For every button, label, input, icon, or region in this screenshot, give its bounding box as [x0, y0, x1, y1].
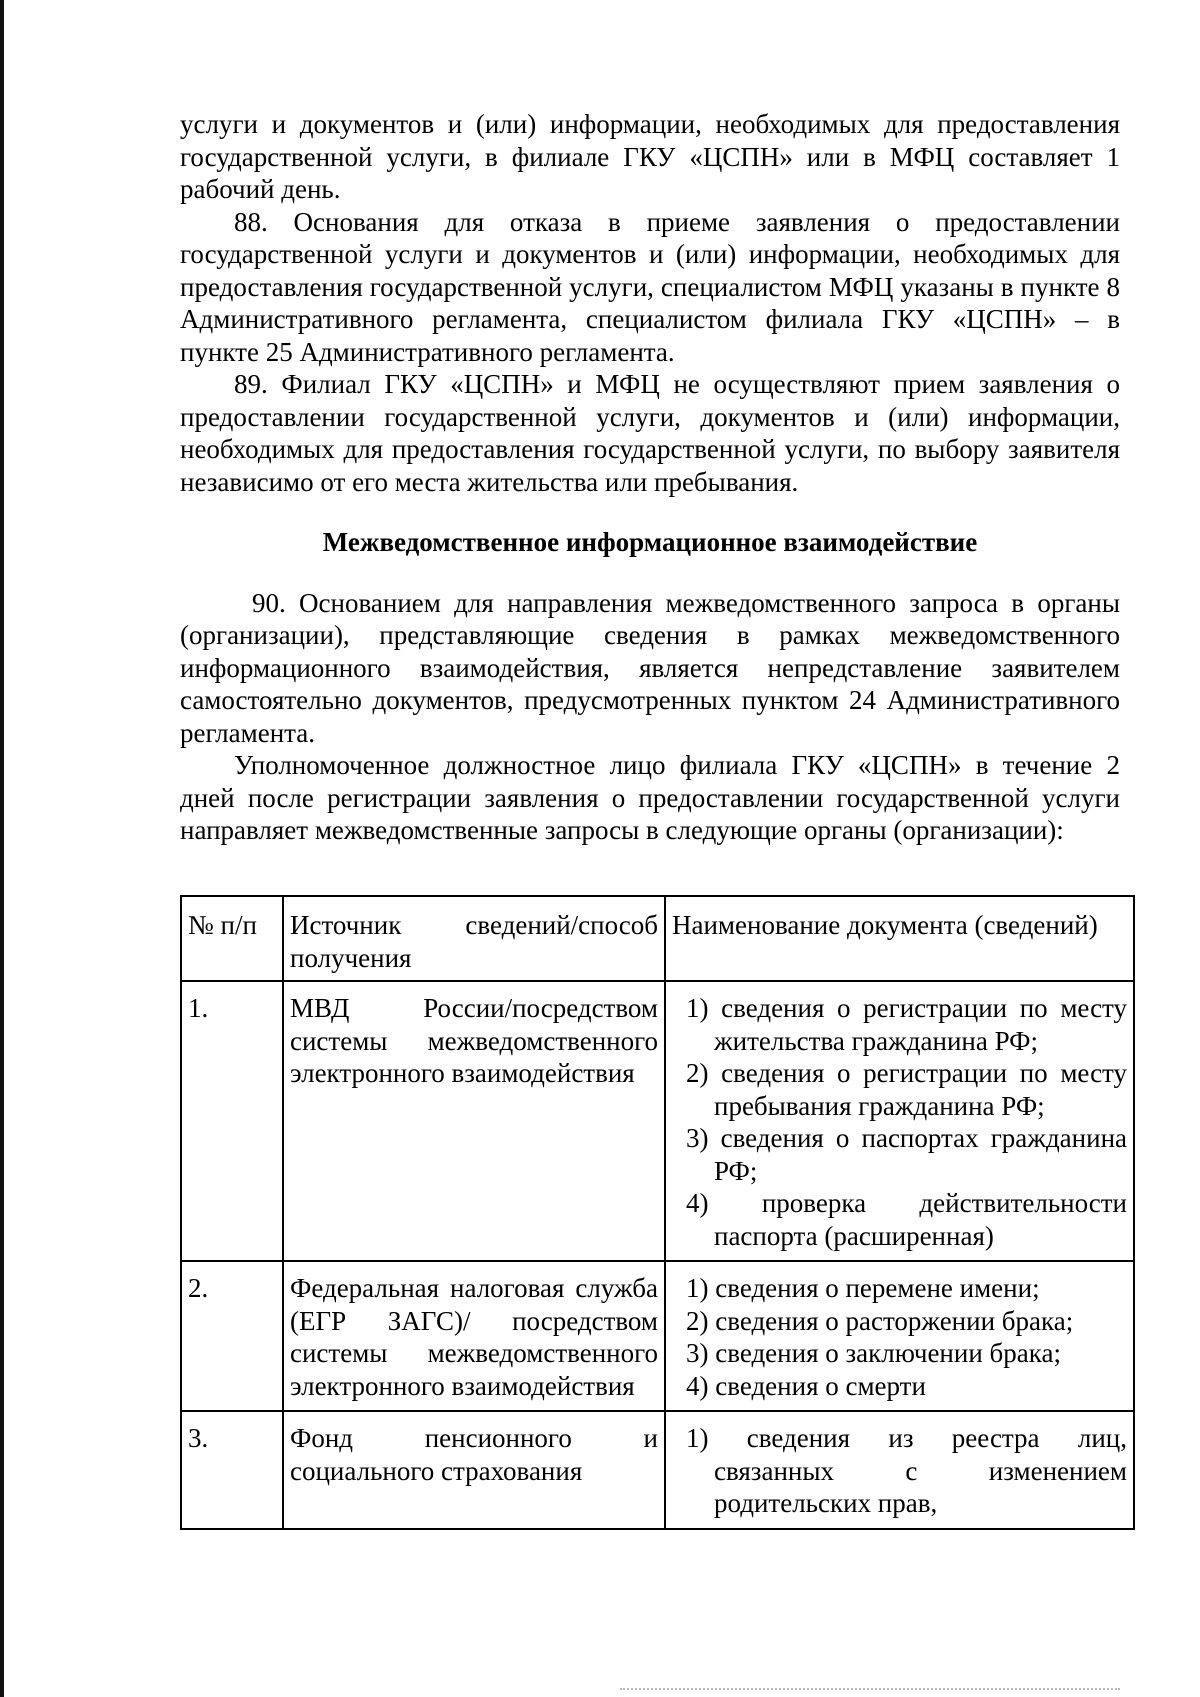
- paragraph-continuation: услуги и документов и (или) информации, необходимых для предоставления государственной услуги, в филиале ГКУ «ЦСПН» или в МФЦ составляет 1 рабочий день.: [180, 109, 1120, 204]
- list-item: 4) проверка действительности паспорта (расширенная): [686, 1188, 1127, 1251]
- row-documents: [665, 981, 1134, 1261]
- list-item: 4) сведения о смерти: [686, 1370, 926, 1401]
- list-item: 2) сведения о регистрации по месту пребывания гражданина РФ;: [686, 1058, 1127, 1121]
- header-number: № п/п: [181, 896, 283, 981]
- paragraph-88: 88. Основания для отказа в приеме заявления о предоставлении государственной услуги и документов и (или) информации, необходимых для предоставления государственной услуги, специалистом МФЦ указаны в пункте 8 Административного регламента, специалистом филиала ГКУ «ЦСПН» – в пункте 25 Административного регламента.: [180, 206, 1120, 367]
- row-source: Федеральная налоговая служба (ЕГР ЗАГС)/ посредством системы межведомственного электронного взаимодействия: [283, 1261, 665, 1411]
- row-documents: [665, 1411, 1134, 1529]
- scan-edge: [0, 0, 4, 1697]
- requests-table: [180, 895, 1135, 1530]
- row-number: 2.: [181, 1261, 283, 1411]
- paragraph-90: 90. Основанием для направления межведомственного запроса в органы (организации), представляющие сведения в рамках межведомственного информационного взаимодействия, является непредставление заявителем самостоятельно документов, предусмотренных пунктом 24 Административного регламента.: [180, 587, 1120, 748]
- document-body: [180, 108, 1120, 847]
- row-source: МВД России/посредством системы межведомственного электронного взаимодействия: [283, 981, 665, 1261]
- row-source: Фонд пенсионного и социального страхования: [283, 1411, 665, 1529]
- list-item: 3) сведения о заключении брака;: [686, 1338, 1061, 1368]
- list-item: 1) сведения о перемене имени;: [686, 1273, 1040, 1303]
- list-item: 1) сведения о регистрации по месту жительства гражданина РФ;: [686, 993, 1127, 1056]
- row-number: 3.: [181, 1411, 283, 1529]
- header-document: Наименование документа (сведений): [665, 896, 1134, 981]
- table-row: [181, 1411, 1134, 1529]
- section-heading: Межведомственное информационное взаимодействие: [322, 527, 978, 557]
- list-item: 3) сведения о паспортах гражданина РФ;: [686, 1123, 1127, 1186]
- table-row: [181, 1261, 1134, 1411]
- paragraph-89: 89. Филиал ГКУ «ЦСПН» и МФЦ не осуществляют прием заявления о предоставлении государственной услуги, документов и (или) информации, необходимых для предоставления государственной услуги, по выбору заявителя независимо от его места жительства или пребывания.: [180, 369, 1120, 497]
- list-item: 2) сведения о расторжении брака;: [686, 1305, 1074, 1336]
- paragraph-authorized-official: Уполномоченное должностное лицо филиала ГКУ «ЦСПН» в течение 2 дней после регистрации заявления о предоставлении государственной услуги направляет межведомственные запросы в следующие органы (организации):: [180, 750, 1120, 845]
- row-number: 1.: [181, 981, 283, 1261]
- table-header-row: [181, 896, 1134, 981]
- header-source: Источник сведений/способ получения: [283, 896, 665, 981]
- list-item: 1) сведения из реестра лиц, связанных с изменением родительских прав,: [686, 1423, 1127, 1518]
- table-row: [181, 981, 1134, 1261]
- row-documents: [665, 1261, 1134, 1411]
- scan-artifact-dots: [620, 1688, 1120, 1692]
